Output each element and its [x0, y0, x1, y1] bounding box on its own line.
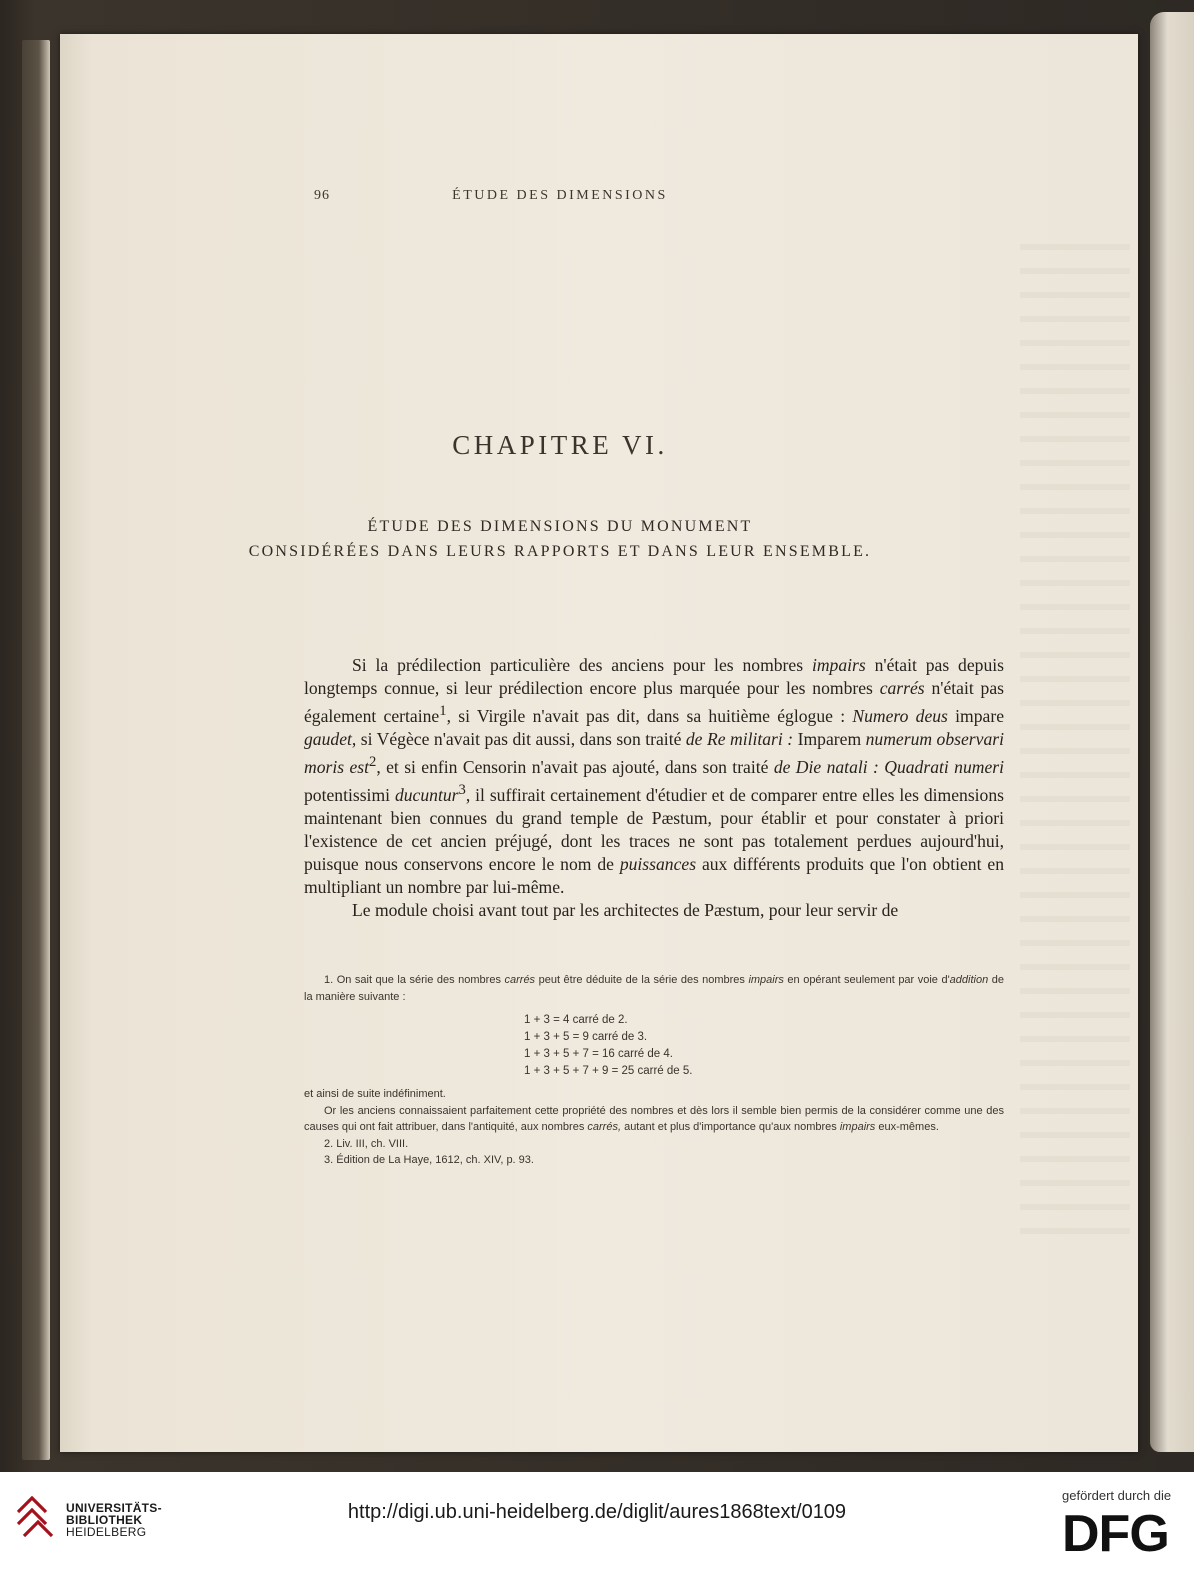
institution-line-2: BIBLIOTHEK: [66, 1513, 143, 1527]
sum-line: 1 + 3 + 5 + 7 + 9 = 25 carré de 5.: [524, 1065, 693, 1077]
institution-line-1: UNIVERSITÄTS-: [66, 1501, 162, 1515]
footnote-2: 2. Liv. III, ch. VIII.: [324, 1137, 409, 1150]
book-page-edges: [1150, 12, 1194, 1452]
book-page: [60, 34, 1138, 1452]
body-text: [304, 654, 1004, 922]
footnote-ref-3: 3: [458, 781, 466, 798]
footnote-1-continuation: et ainsi de suite indéfiniment.: [304, 1088, 446, 1100]
footnote-3: 3. Édition de La Haye, 1612, ch. XIV, p. 93.: [324, 1154, 534, 1166]
running-title: ÉTUDE DES DIMENSIONS: [452, 188, 668, 203]
footnote-1: 1. On sait que la série des nombres carrés peut être déduite de la série des nombres impairs en opérant seulement par voie d'addition de la manière suivante :: [304, 974, 1004, 1003]
sum-line: 1 + 3 + 5 + 7 = 16 carré de 4.: [524, 1048, 673, 1060]
sum-list: [304, 1012, 1004, 1080]
footnote-1-comment: Or les anciens connaissaient parfaitement cette propriété des nombres et dès lors il semble bien permis de la considérer comme une des causes qui ont fait attribuer, dans l'antiquité, aux nombres carrés, autant et plus d'importance qu'aux nombres impairs eux-mêmes.: [304, 1104, 1004, 1133]
page-number: 96: [314, 188, 330, 203]
footnote-ref-2: 2: [369, 753, 377, 770]
section-title-line-2: CONSIDÉRÉES DANS LEURS RAPPORTS ET DANS LEUR ENSEMBLE.: [248, 543, 872, 560]
paragraph-1: Si la prédilection particulière des anciens pour les nombres impairs n'était pas depuis longtemps connue, si leur prédilection encore plus marquée pour les nombres carrés n'était pas également certaine$^1$, si Virgile n'avait pas dit, dans sa huitième églogue : Numero deus impare gaudet, si Végèce n'avait pas dit aussi, dans son traité de Re militari : Imparem numerum observari moris est$^2$, et si enfin Censorin n'avait pas ajouté, dans son traité de Die natali : Quadrati numeri potentissimi ducuntur$^3$, il suffirait certainement d'étudier et de comparer entre elles les dimensions maintenant bien connues du grand temple de Pæstum, pour établir et pour constater à priori l'existence de cet ancien préjugé, dont les traces ne sont pas totalement perdues aujourd'hui, puisque nous conservons encore le nom de puissances aux différents produits que l'on obtient en multipliant un nombre par lui-même.: [304, 655, 1005, 897]
section-title-line-1: ÉTUDE DES DIMENSIONS DU MONUMENT: [367, 518, 753, 535]
viewer-footer: [0, 1472, 1194, 1569]
footnote-ref-1: 1: [439, 703, 447, 719]
show-through: [1020, 244, 1130, 1244]
institution-line-3: HEIDELBERG: [66, 1525, 147, 1539]
sum-line: 1 + 3 = 4 carré de 2.: [524, 1014, 628, 1026]
permalink-url[interactable]: http://digi.ub.uni-heidelberg.de/diglit/aures1868text/0109: [347, 1501, 847, 1523]
chapter-title: CHAPITRE VI.: [452, 430, 668, 460]
section-title: [60, 514, 1060, 564]
sum-line: 1 + 3 + 5 = 9 carré de 3.: [524, 1031, 648, 1043]
sponsor-label: gefördert durch die: [1062, 1488, 1172, 1503]
book-cover-edge: [22, 40, 50, 1460]
footnotes: [304, 972, 1004, 1169]
paragraph-2: Le module choisi avant tout par les architectes de Pæstum, pour leur servir de: [352, 899, 899, 920]
logo-chevron-3: [24, 1522, 52, 1536]
dfg-logo[interactable]: DFG: [1062, 1505, 1169, 1563]
